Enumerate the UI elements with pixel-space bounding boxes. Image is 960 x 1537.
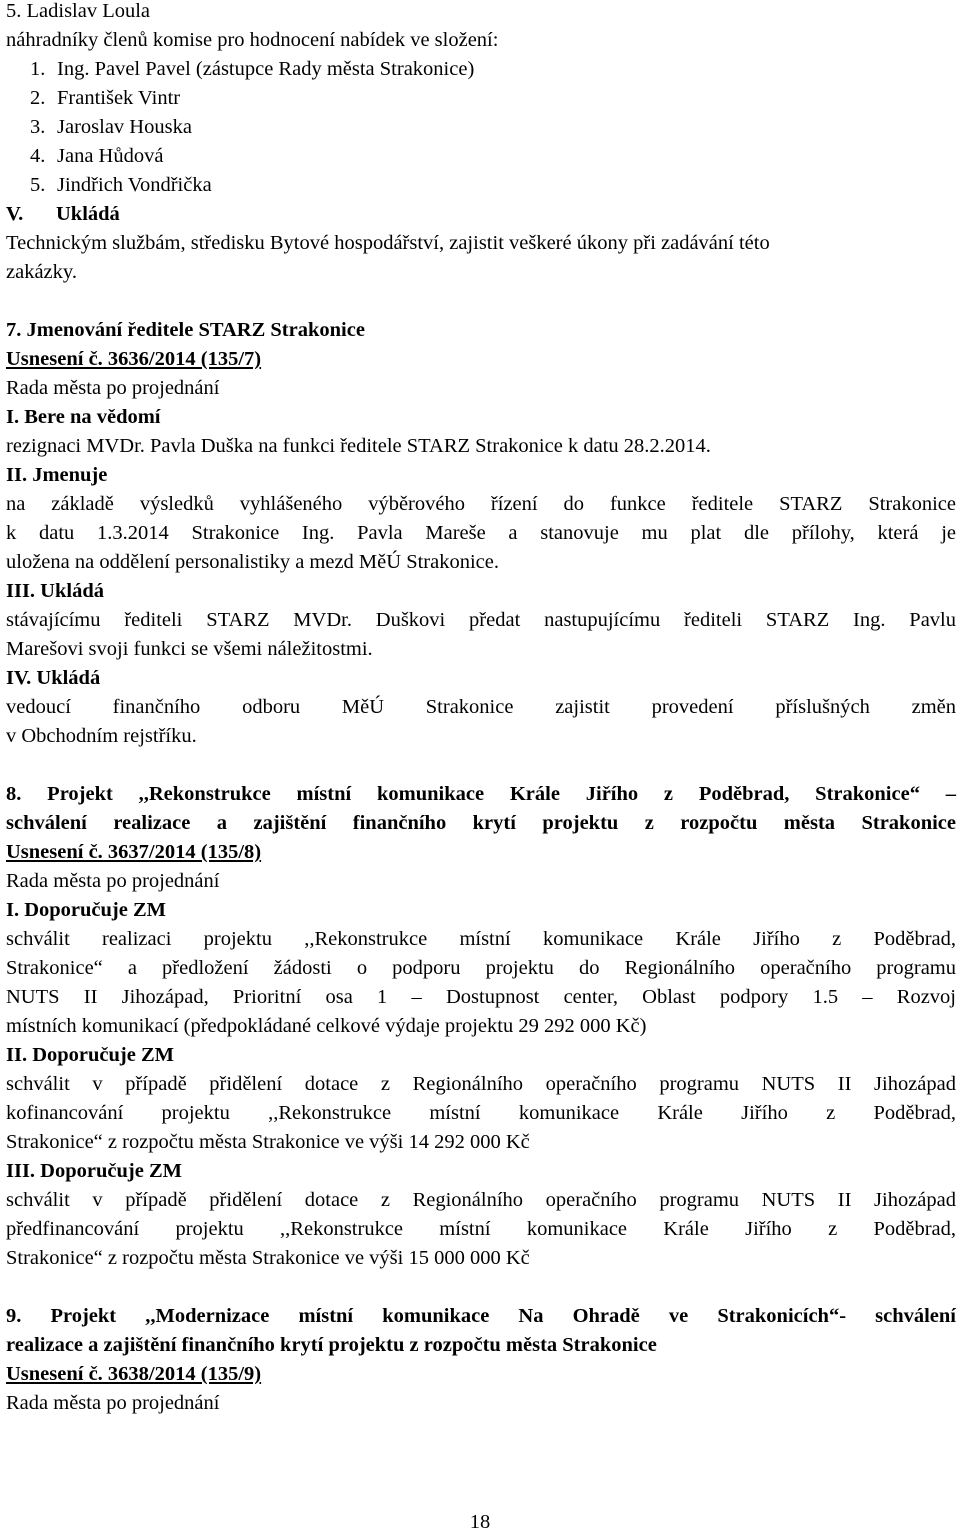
list-item <box>30 84 930 113</box>
section-heading: II. Jmenuje <box>6 464 108 486</box>
paragraph: kofinancování projektu ,,Rekonstrukce místní komunikace Krále Jiřího z Poděbrad, <box>6 1102 956 1124</box>
list-number: 4. <box>30 145 46 167</box>
list-text: Ing. Pavel Pavel (zástupce Rady města Strakonice) <box>57 58 475 80</box>
resolution-number: Usnesení č. 3638/2014 (135/9) <box>6 1363 262 1385</box>
section-heading <box>6 200 956 229</box>
paragraph: NUTS II Jihozápad, Prioritní osa 1 – Dostupnost center, Oblast podpory 1.5 – Rozvoj <box>6 986 956 1008</box>
list-number: 5. <box>30 174 46 196</box>
paragraph: Rada města po projednání <box>6 377 220 399</box>
paragraph: zakázky. <box>6 261 77 283</box>
page-number: 18 <box>469 1511 491 1533</box>
paragraph: Rada města po projednání <box>6 1392 220 1414</box>
paragraph: schválit v případě přidělení dotace z Regionálního operačního programu NUTS II Jihozápad <box>6 1073 956 1095</box>
list-text: František Vintr <box>57 87 181 109</box>
section-heading: III. Ukládá <box>6 580 104 602</box>
resolution-number: Usnesení č. 3637/2014 (135/8) <box>6 841 262 863</box>
section-heading: I. Doporučuje ZM <box>6 899 167 921</box>
list-text: Jindřich Vondřička <box>57 174 212 196</box>
paragraph: stávajícímu řediteli STARZ MVDr. Duškovi předat nastupujícímu řediteli STARZ Ing. Pavlu <box>6 609 956 631</box>
list-item <box>30 171 930 200</box>
paragraph: náhradníky členů komise pro hodnocení nabídek ve složení: <box>6 29 499 51</box>
section-heading: II. Doporučuje ZM <box>6 1044 174 1066</box>
section-heading: I. Bere na vědomí <box>6 406 161 428</box>
paragraph: schválit realizaci projektu ,,Rekonstrukce místní komunikace Krále Jiřího z Poděbrad, <box>6 928 956 950</box>
paragraph: předfinancování projektu ,,Rekonstrukce místní komunikace Krále Jiřího z Poděbrad, <box>6 1218 956 1240</box>
paragraph: Rada města po projednání <box>6 870 220 892</box>
paragraph: uložena na oddělení personalistiky a mezd MěÚ Strakonice. <box>6 551 499 573</box>
paragraph: rezignaci MVDr. Pavla Duška na funkci ředitele STARZ Strakonice k datu 28.2.2014. <box>6 435 711 457</box>
paragraph: v Obchodním rejstříku. <box>6 725 197 747</box>
paragraph: schválit v případě přidělení dotace z Regionálního operačního programu NUTS II Jihozápad <box>6 1189 956 1211</box>
section-title: schválení realizace a zajištění finančního krytí projektu z rozpočtu města Strakonice <box>6 812 956 834</box>
list-text: Jaroslav Houska <box>57 116 192 138</box>
list-number: 3. <box>30 116 46 138</box>
paragraph: Strakonice“ z rozpočtu města Strakonice ve výši 14 292 000 Kč <box>6 1131 530 1153</box>
list-item <box>30 142 930 171</box>
section-heading: III. Doporučuje ZM <box>6 1160 182 1182</box>
section-title: 8. Projekt ,,Rekonstrukce místní komunikace Krále Jiřího z Poděbrad, Strakonice“ – <box>6 783 956 805</box>
section-title: 9. Projekt ,,Modernizace místní komunikace Na Ohradě ve Strakonicích“- schválení <box>6 1305 956 1327</box>
list-item: 5. Ladislav Loula <box>6 0 151 22</box>
paragraph: Strakonice“ z rozpočtu města Strakonice ve výši 15 000 000 Kč <box>6 1247 530 1269</box>
paragraph: Technickým službám, středisku Bytové hospodářství, zajistit veškeré úkony při zadávání této <box>6 232 770 254</box>
list-item <box>30 113 930 142</box>
paragraph: místních komunikací (předpokládané celkové výdaje projektu 29 292 000 Kč) <box>6 1015 647 1037</box>
paragraph: k datu 1.3.2014 Strakonice Ing. Pavla Mareše a stanovuje mu plat dle přílohy, která je <box>6 522 956 544</box>
list-text: Jana Hůdová <box>57 145 164 167</box>
paragraph: Strakonice“ a předložení žádosti o podporu projektu do Regionálního operačního programu <box>6 957 956 979</box>
list-number: 2. <box>30 87 46 109</box>
list-number: 1. <box>30 58 46 80</box>
section-title: 7. Jmenování ředitele STARZ Strakonice <box>6 319 365 341</box>
paragraph: na základě výsledků vyhlášeného výběrového řízení do funkce ředitele STARZ Strakonice <box>6 493 956 515</box>
paragraph: vedoucí finančního odboru MěÚ Strakonice zajistit provedení příslušných změn <box>6 696 956 718</box>
heading-text: Ukládá <box>56 203 120 225</box>
section-heading: IV. Ukládá <box>6 667 101 689</box>
list-item <box>30 55 930 84</box>
resolution-number: Usnesení č. 3636/2014 (135/7) <box>6 348 262 370</box>
heading-number: V. <box>6 203 24 225</box>
section-title: realizace a zajištění finančního krytí projektu z rozpočtu města Strakonice <box>6 1334 657 1356</box>
paragraph: Marešovi svoji funkci se všemi náležitostmi. <box>6 638 373 660</box>
